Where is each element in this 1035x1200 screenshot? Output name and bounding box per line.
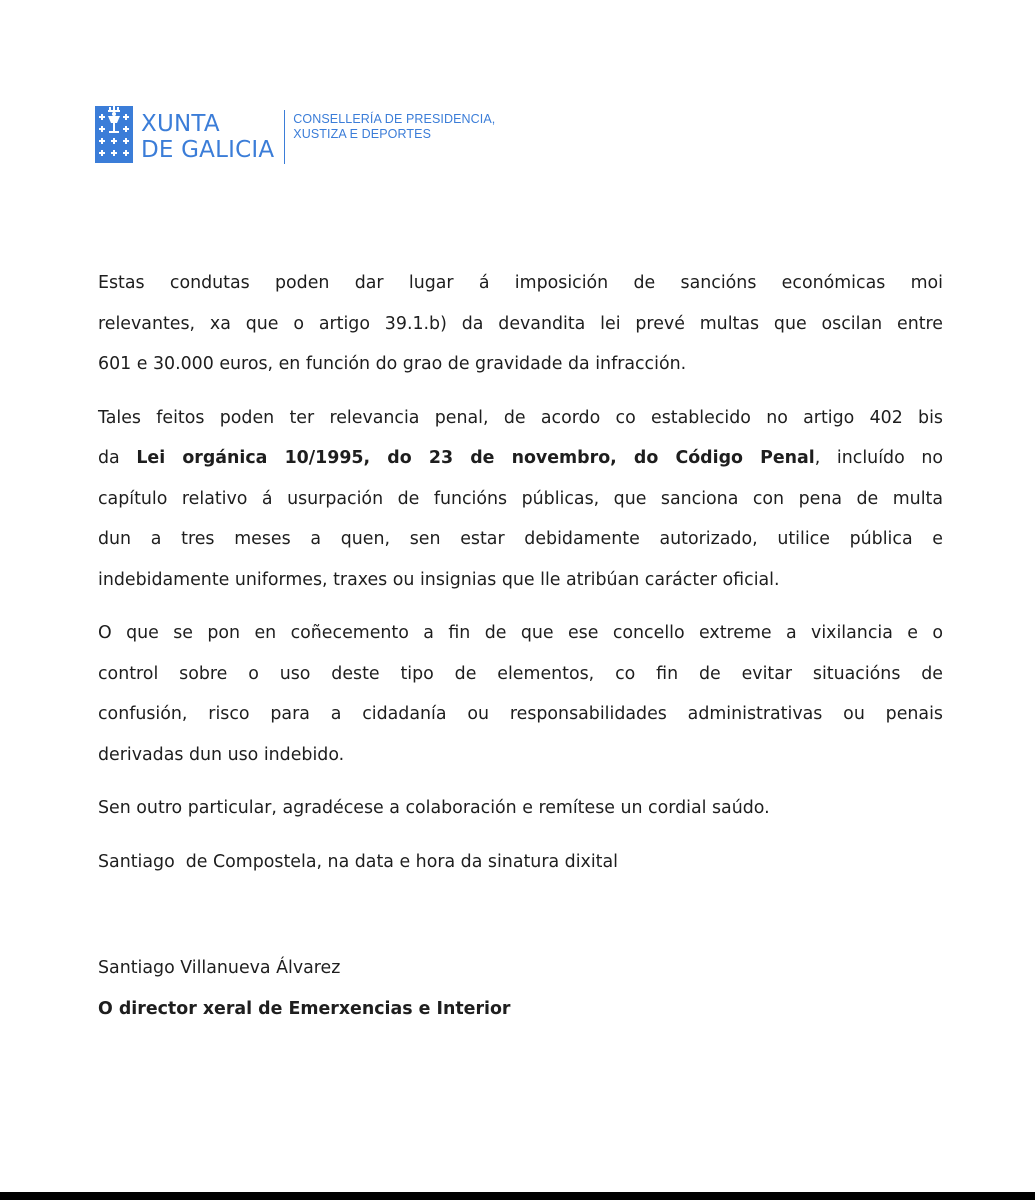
paragraph-line: derivadas dun uso indebido. xyxy=(98,744,345,765)
logo-divider xyxy=(284,110,285,164)
paragraph-penal-relevance xyxy=(98,398,943,601)
paragraph-line: control sobre o uso deste tipo de elementos, co fin de evitar situacións de xyxy=(98,663,943,684)
paragraph-line: relevantes, xa que o artigo 39.1.b) da devandita lei prevé multas que oscilan entre xyxy=(98,313,943,334)
paragraph-place-date xyxy=(98,842,943,883)
paragraph-line: O que se pon en coñecemento a fin de que ese concello extreme a vixilancia e o xyxy=(98,623,943,643)
department-line-2: XUSTIZA E DEPORTES xyxy=(293,127,432,141)
department-name xyxy=(293,106,495,142)
paragraph-line: capítulo relativo á usurpación de funcións públicas, que sanciona con pena de multa xyxy=(98,488,943,509)
paragraph-line: Estas condutas poden dar lugar á imposición de sancións económicas moi xyxy=(98,273,943,293)
paragraph-line: Santiago de Compostela, na data e hora da sinatura dixital xyxy=(98,851,618,872)
letter-body xyxy=(98,263,943,895)
paragraph-line: 601 e 30.000 euros, en función do grao de gravidade da infracción. xyxy=(98,354,687,374)
xunta-wordmark xyxy=(141,106,274,163)
department-line-1: CONSELLERÍA DE PRESIDENCIA, xyxy=(293,112,496,126)
paragraph-line: dun a tres meses a quen, sen estar debidamente autorizado, utilice pública e xyxy=(98,529,943,549)
paragraph-closing-greeting xyxy=(98,788,943,829)
paragraph-line-with-law-reference xyxy=(98,438,943,479)
paragraph-vigilance xyxy=(98,613,943,775)
paragraph-line: confusión, risco para a cidadanía ou responsabilidades administrativas ou penais xyxy=(98,704,943,724)
law-suffix: , incluído no xyxy=(814,448,943,468)
signatory-name: Santiago Villanueva Álvarez xyxy=(98,958,341,978)
paragraph-line: Sen outro particular, agradécese a colaboración e remítese un cordial saúdo. xyxy=(98,798,770,818)
galicia-coat-of-arms-icon xyxy=(95,106,133,163)
letterhead xyxy=(95,106,495,166)
logo-line-1: XUNTA xyxy=(141,111,220,137)
bottom-border xyxy=(0,1192,1035,1200)
logo-line-2: DE GALICIA xyxy=(141,137,275,163)
law-prefix: da xyxy=(98,448,137,468)
law-reference: Lei orgánica 10/1995, do 23 de novembro, do Código Penal xyxy=(136,448,815,468)
paragraph-line: indebidamente uniformes, traxes ou insignias que lle atribúan carácter oficial. xyxy=(98,569,780,590)
paragraph-sanctions xyxy=(98,263,943,385)
paragraph-line: Tales feitos poden ter relevancia penal, de acordo co establecido no artigo 402 bis xyxy=(98,407,943,428)
signatory-title: O director xeral de Emerxencias e Interior xyxy=(98,999,511,1019)
